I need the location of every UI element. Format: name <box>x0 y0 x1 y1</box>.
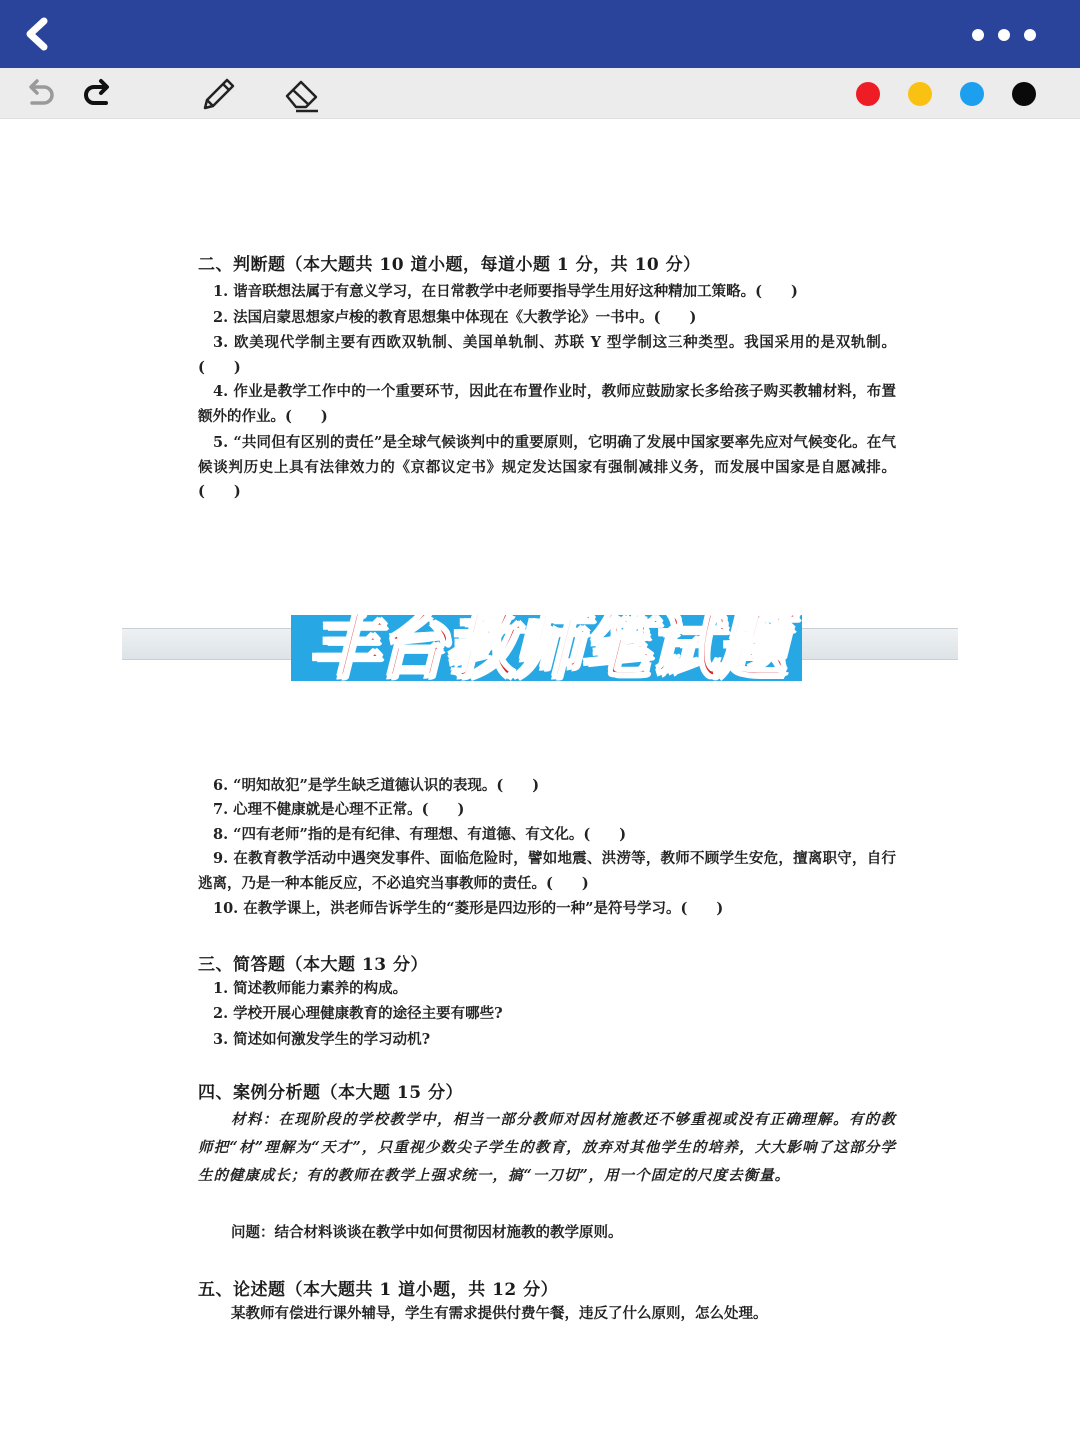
question-2-5: 5. “共同但有区别的责任”是全球气候谈判中的重要原则，它明确了发展中国家要率先应对气候变化。在气候谈判历史上具有法律效力的《京都议定书》规定发达国家有强制减排义务，而发展中国家是自愿减排。( ) <box>198 434 896 500</box>
color-swatch-blue[interactable] <box>960 82 984 106</box>
banner-title: 丰台教师笔试题 <box>308 606 785 688</box>
case-question: 问题：结合材料谈谈在教学中如何贯彻因材施教的教学原则。 <box>231 1224 623 1241</box>
question-2-10: 10. 在教学课上，洪老师告诉学生的“菱形是四边形的一种”是符号学习。( ) <box>213 900 724 917</box>
eraser-icon <box>282 74 322 114</box>
eraser-tool-button[interactable] <box>282 74 322 114</box>
color-swatch-black[interactable] <box>1012 82 1036 106</box>
question-2-7: 7. 心理不健康就是心理不正常。( ) <box>213 801 465 818</box>
annotation-toolbar <box>0 68 1080 119</box>
question-2-6: 6. “明知故犯”是学生缺乏道德认识的表现。( ) <box>213 777 540 794</box>
color-swatch-red[interactable] <box>856 82 880 106</box>
question-3-3: 3. 简述如何激发学生的学习动机? <box>213 1031 431 1048</box>
question-2-1: 1. 谐音联想法属于有意义学习，在日常教学中老师要指导学生用好这种精加工策略。( ) <box>213 283 798 300</box>
question-3-2: 2. 学校开展心理健康教育的途径主要有哪些? <box>213 1005 503 1022</box>
question-2-9: 9. 在教育教学活动中遇突发事件、面临危险时，譬如地震、洪涝等，教师不顾学生安危，擅离职守，自行逃离，乃是一种本能反应，不必追究当事教师的责任。( ) <box>198 850 896 892</box>
question-2-3: 3. 欧美现代学制主要有西欧双轨制、美国单轨制、苏联 Y 型学制这三种类型。我国采用的是双轨制。( ) <box>198 334 896 376</box>
color-swatch-yellow[interactable] <box>908 82 932 106</box>
essay-question: 某教师有偿进行课外辅导，学生有需求提供付费午餐，违反了什么原则，怎么处理。 <box>231 1305 768 1322</box>
redo-button[interactable] <box>78 74 118 114</box>
chevron-left-icon <box>18 14 60 54</box>
undo-button[interactable] <box>20 74 60 114</box>
more-options-button[interactable] <box>968 22 1040 48</box>
question-3-1: 1. 简述教师能力素养的构成。 <box>213 980 408 997</box>
undo-icon <box>20 74 60 114</box>
section-5-title: 五、论述题（本大题共 1 道小题，共 12 分） <box>198 1280 559 1300</box>
section-4-title: 四、案例分析题（本大题 15 分） <box>198 1083 463 1103</box>
case-material: 材料：在现阶段的学校教学中，相当一部分教师对因材施教还不够重视或没有正确理解。有的教师把“材”理解为“天才”，只重视少数尖子学生的教育，放弃对其他学生的培养，大大影响了这部分学生的健康成长；有的教师在教学上强求统一，搞“一刀切”，用一个固定的尺度去衡量。 <box>198 1111 896 1184</box>
section-2-title: 二、判断题（本大题共 10 道小题，每道小题 1 分，共 10 分） <box>198 255 701 275</box>
question-2-4: 4. 作业是教学工作中的一个重要环节，因此在布置作业时，教师应鼓励家长多给孩子购买教辅材料，布置额外的作业。( ) <box>198 383 896 425</box>
pencil-tool-button[interactable] <box>198 74 238 114</box>
top-app-bar <box>0 0 1080 68</box>
question-2-8: 8. “四有老师”指的是有纪律、有理想、有道德、有文化。( ) <box>213 826 627 843</box>
section-3-title: 三、简答题（本大题 13 分） <box>198 955 428 975</box>
redo-icon <box>78 74 118 114</box>
back-button[interactable] <box>18 14 60 54</box>
more-horizontal-icon <box>968 22 1040 48</box>
question-2-2: 2. 法国启蒙思想家卢梭的教育思想集中体现在《大教学论》一书中。( ) <box>213 309 697 326</box>
pencil-icon <box>198 74 238 114</box>
